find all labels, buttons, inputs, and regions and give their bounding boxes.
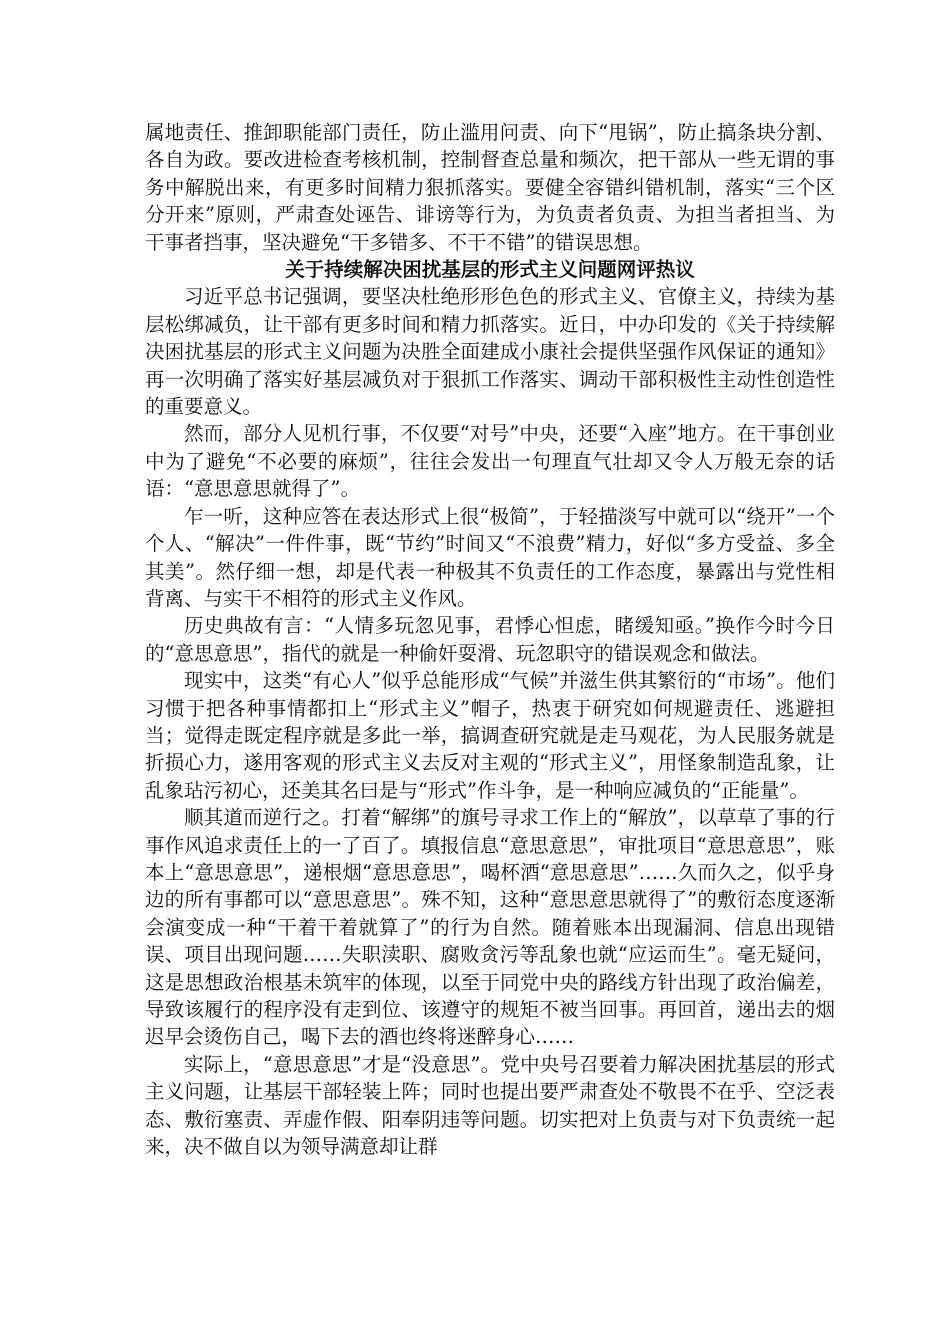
body-paragraph: 现实中，这类“有心人”似乎总能形成“气候”并滋生供其繁衍的“市场”。他们习惯于把各种事情都扣上“形式主义”帽子，热衷于研究如何规避责任、逃避担当；觉得走既定程序就是多此一举，搞调查研究就是走马观花，为人民服务就是折损心力，遂用客观的形式主义去反对主观的“形式主义”，用怪象制造乱象，让乱象玷污初心，还美其名曰是与“形式”作斗争，是一种响应减负的“正能量”。 (145, 669, 835, 802)
document-page (145, 119, 835, 1160)
body-paragraph: 乍一听，这种应答在表达形式上很“极简”，于轻描淡写中就可以“绕开”一个个人、“解决”一件件事，既“节约”时间又“不浪费”精力，好似“多方受益、多全其美”。然仔细一想，却是代表一种极其不负责任的工作态度，暴露出与党性相背离、与实干不相符的形式主义作风。 (145, 504, 835, 610)
body-paragraph: 历史典故有言：“人情多玩忽见事，君悸心怛虑，睹缓知亟。”换作今时今日的“意思意思”，指代的就是一种偷奸耍滑、玩忽职守的错误观念和做法。 (145, 614, 835, 665)
article-title: 关于持续解决困扰基层的形式主义问题网评热议 (285, 258, 695, 282)
body-paragraph: 顺其道而逆行之。打着“解绑”的旗号寻求工作上的“解放”，以草草了事的行事作风追求责任上的一了百了。填报信息“意思意思”，审批项目“意思意思”，账本上“意思意思”，递根烟“意思意思”，喝杯酒“意思意思”……久而久之，似乎身边的所有事都可以“意思意思”。殊不知，这种“意思意思就得了”的敷衍态度逐渐会演变成一种“干着干着就算了”的行为自然。随着账本出现漏洞、信息出现错误、项目出现问题……失职渎职、腐败贪污等乱象也就“应运而生”。毫无疑问，这是思想政治根基未筑牢的体现，以至于同党中央的路线方针出现了政治偏差，导致该履行的程序没有走到位、该遵守的规矩不被当回事。再回首，递出去的烟迟早会烫伤自己，喝下去的酒也终将迷醉身心…… (145, 806, 835, 1049)
intro-paragraph: 属地责任、推卸职能部门责任，防止滥用问责、向下“甩锅”，防止搞条块分割、各自为政。要改进检查考核机制，控制督查总量和频次，把干部从一些无谓的事务中解脱出来，有更多时间精力狠抓落实。要健全容错纠错机制，落实“三个区分开来”原则，严肃查处诬告、诽谤等行为，为负责者负责、为担当者担当、为干事者挡事，坚决避免“干多错多、不干不错”的错误思想。 (145, 121, 835, 254)
body-paragraph: 习近平总书记强调，要坚决杜绝形形色色的形式主义、官僚主义，持续为基层松绑减负，让干部有更多时间和精力抓落实。近日，中办印发的《关于持续解决困扰基层的形式主义问题为决胜全面建成小康社会提供坚强作风保证的通知》再一次明确了落实好基层减负对于狠抓工作落实、调动干部积极性主动性创造性的重要意义。 (145, 285, 835, 419)
body-paragraph: 然而，部分人见机行事，不仅要“对号”中央，还要“入座”地方。在干事创业中为了避免“不必要的麻烦”，往往会发出一句理直气壮却又令人万般无奈的话语：“意思意思就得了”。 (145, 422, 835, 501)
body-paragraph: 实际上，“意思意思”才是“没意思”。党中央号召要着力解决困扰基层的形式主义问题，让基层干部轻装上阵；同时也提出要严肃查处不敬畏不在乎、空泛表态、敷衍塞责、弄虚作假、阳奉阴违等问题。切实把对上负责与对下负责统一起来，决不做自以为领导满意却让群 (145, 1052, 835, 1159)
